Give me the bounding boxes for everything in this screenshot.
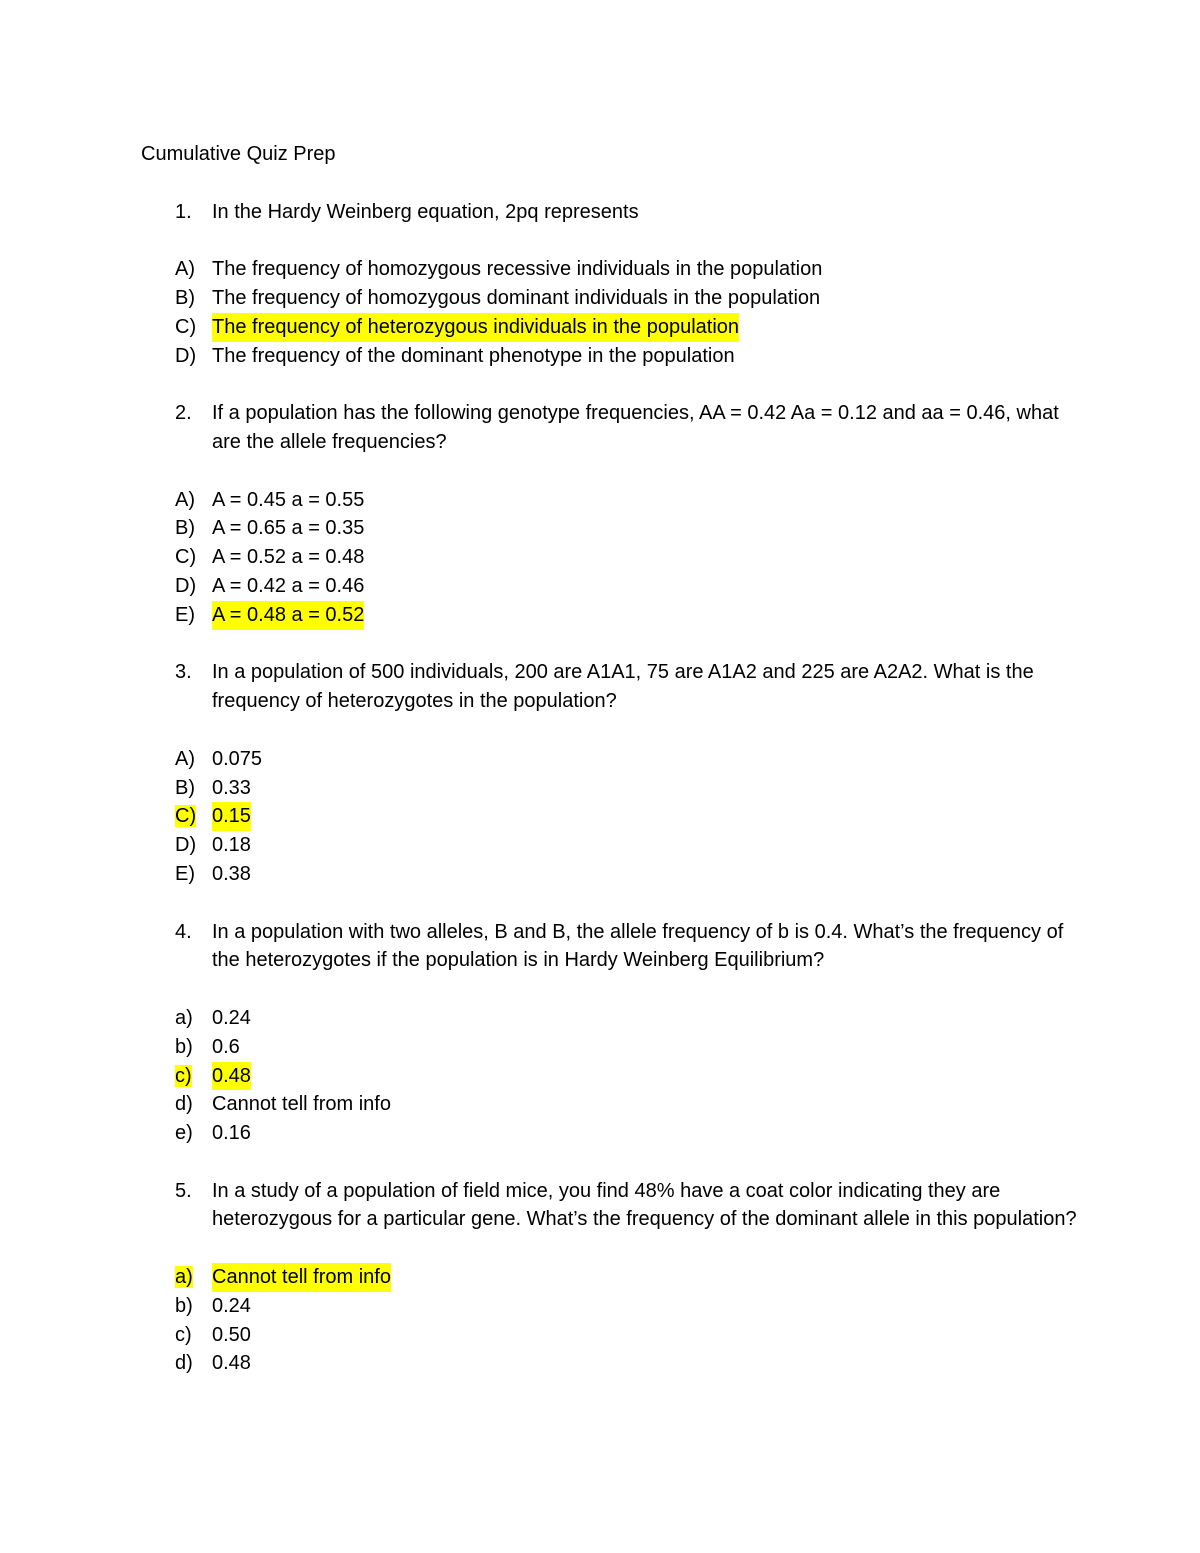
question-1 <box>141 198 1081 227</box>
option-label: E) <box>175 603 195 626</box>
option-label-wrap <box>141 1062 212 1091</box>
option-text: 0.18 <box>212 834 251 857</box>
option-text: The frequency of homozygous recessive individuals in the population <box>212 258 823 281</box>
option-label: C) <box>175 315 197 338</box>
option-label-highlighted: c) <box>175 1064 192 1087</box>
option-label: E) <box>175 862 195 885</box>
option-text-highlighted: Cannot tell from info <box>212 1263 391 1292</box>
option-label: A) <box>175 747 195 770</box>
option <box>141 342 1081 371</box>
option <box>141 1090 1081 1119</box>
option-text: 0.38 <box>212 862 251 885</box>
question-text: In a population of 500 individuals, 200 are A1A1, 75 are A1A2 and 225 are A2A2. What is the frequency of heterozygotes in the population? <box>212 661 1034 713</box>
option <box>141 831 1081 860</box>
option <box>141 774 1081 803</box>
question-text: In the Hardy Weinberg equation, 2pq represents <box>212 200 639 223</box>
option-label: B) <box>175 517 195 540</box>
option-text: 0.16 <box>212 1122 251 1145</box>
option-label: B) <box>175 776 195 799</box>
option-text-highlighted: 0.48 <box>212 1062 251 1091</box>
options-question-5 <box>141 1263 1081 1378</box>
question-text: If a population has the following genotype frequencies, AA = 0.42 Aa = 0.12 and aa = 0.46, what are the allele frequencies? <box>212 402 1059 453</box>
option-text: A = 0.45 a = 0.55 <box>212 488 365 511</box>
option-label: d) <box>175 1093 193 1116</box>
option-highlighted <box>141 313 1081 342</box>
option-highlighted <box>141 1263 1081 1292</box>
option-text-highlighted: 0.15 <box>212 802 251 831</box>
option-label: c) <box>175 1323 192 1346</box>
option-text: The frequency of homozygous dominant individuals in the population <box>212 286 821 309</box>
option-label: a) <box>175 1006 193 1029</box>
question-5 <box>141 1177 1081 1235</box>
document-page <box>141 140 1081 1407</box>
option <box>141 745 1081 774</box>
option <box>141 543 1081 572</box>
option-text: 0.33 <box>212 776 251 799</box>
option <box>141 255 1081 284</box>
option-text-highlighted: The frequency of heterozygous individuals in the population <box>212 313 739 342</box>
option-label: d) <box>175 1352 193 1375</box>
option-text: Cannot tell from info <box>212 1093 391 1116</box>
options-question-3 <box>141 745 1081 889</box>
option-text: A = 0.65 a = 0.35 <box>212 517 365 540</box>
option-highlighted <box>141 1062 1081 1091</box>
option-text: 0.075 <box>212 747 263 770</box>
option-highlighted <box>141 601 1081 630</box>
option-highlighted <box>141 802 1081 831</box>
option-label: b) <box>175 1294 193 1317</box>
option <box>141 1292 1081 1321</box>
options-question-2 <box>141 486 1081 630</box>
option <box>141 514 1081 543</box>
options-question-4 <box>141 1004 1081 1148</box>
document-title: Cumulative Quiz Prep <box>141 143 336 165</box>
option <box>141 1119 1081 1148</box>
option <box>141 1004 1081 1033</box>
option-label-highlighted: C) <box>175 805 197 828</box>
option-label: D) <box>175 574 197 597</box>
option-label-highlighted: a) <box>175 1266 193 1289</box>
question-4 <box>141 918 1081 976</box>
question-number: 2. <box>175 402 192 425</box>
option <box>141 572 1081 601</box>
option <box>141 486 1081 515</box>
option-text: A = 0.42 a = 0.46 <box>212 574 365 597</box>
question-text: In a study of a population of field mice, you find 48% have a coat color indicating they are heterozygous for a particular gene. What’s the frequency of the dominant allele in this population? <box>212 1179 1077 1231</box>
option-label: A) <box>175 488 195 511</box>
option-label: D) <box>175 344 197 367</box>
option <box>141 1349 1081 1378</box>
option <box>141 1321 1081 1350</box>
option-label: B) <box>175 286 195 309</box>
option-text: The frequency of the dominant phenotype in the population <box>212 344 735 367</box>
option-text: 0.50 <box>212 1323 251 1346</box>
option-label: b) <box>175 1035 193 1058</box>
question-number: 3. <box>175 661 192 684</box>
option <box>141 1033 1081 1062</box>
option <box>141 284 1081 313</box>
options-question-1 <box>141 255 1081 370</box>
question-3 <box>141 658 1081 716</box>
option-text-highlighted: A = 0.48 a = 0.52 <box>212 601 364 630</box>
option-text: 0.48 <box>212 1352 251 1375</box>
question-2 <box>141 399 1081 457</box>
question-text: In a population with two alleles, B and B, the allele frequency of b is 0.4. What’s the frequency of the heterozygotes if the population is in Hardy Weinberg Equilibrium? <box>212 920 1064 972</box>
question-number: 4. <box>175 920 192 943</box>
option-text: 0.6 <box>212 1035 240 1058</box>
option-label: C) <box>175 546 197 569</box>
option <box>141 860 1081 889</box>
option-text: A = 0.52 a = 0.48 <box>212 546 365 569</box>
question-number: 1. <box>175 200 192 223</box>
option-label-wrap <box>141 1263 212 1292</box>
option-label-wrap <box>141 802 212 831</box>
question-number: 5. <box>175 1179 192 1202</box>
option-label: D) <box>175 834 197 857</box>
option-text: 0.24 <box>212 1006 251 1029</box>
option-text: 0.24 <box>212 1294 251 1317</box>
option-label: A) <box>175 258 195 281</box>
option-label: e) <box>175 1122 193 1145</box>
